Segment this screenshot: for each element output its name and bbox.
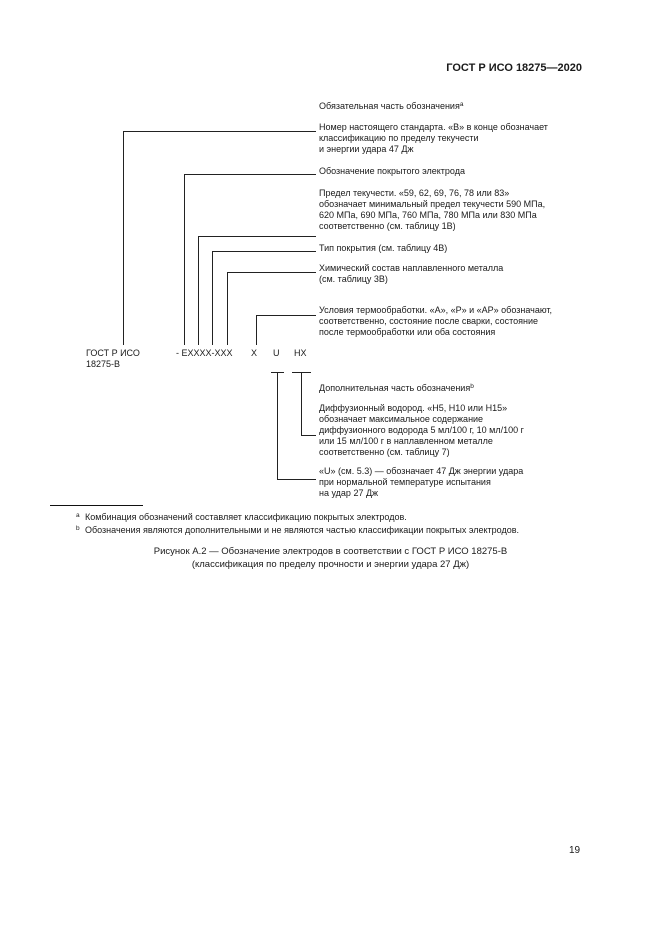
label-standard-number: [319, 122, 548, 155]
connector-u-vertical: [277, 372, 278, 479]
label-line: Номер настоящего стандарта. «B» в конце обозначает: [319, 122, 548, 132]
footnote-a-text: Комбинация обозначений составляет классификацию покрытых электродов.: [85, 512, 407, 522]
label-line: соответственно (см. таблицу 7): [319, 447, 450, 457]
label-line: Условия термообработки. «A», «P» и «AP» обозначают,: [319, 305, 553, 315]
label-heat-treatment: [319, 305, 552, 338]
connector-standard-horizontal: [123, 131, 316, 132]
connector-coating-vertical: [212, 251, 213, 345]
label-coating: Тип покрытия (см. таблицу 4B): [319, 243, 448, 253]
label-line: после термообработки или оба состояния: [319, 327, 496, 337]
footnote-mark-a: a: [459, 101, 464, 108]
footnote-mark-b: b: [470, 383, 474, 390]
footnote-b: [76, 523, 519, 536]
connector-chemistry-vertical: [227, 272, 228, 345]
label-line: и энергии удара 47 Дж: [319, 144, 414, 154]
label-chemistry: [319, 263, 503, 285]
designation-standard-line2: 18275-B: [86, 359, 121, 369]
footnote-b-mark: b: [76, 525, 80, 532]
label-mandatory: [319, 99, 463, 112]
footnote-a-mark: a: [76, 512, 80, 519]
label-line: на удар 27 Дж: [319, 488, 379, 498]
document-header: ГОСТ Р ИСО 18275—2020: [446, 62, 582, 74]
page-number: 19: [569, 845, 581, 856]
figure-caption-line1: Рисунок A.2 — Обозначение электродов в соответствии с ГОСТ Р ИСО 18275-B: [153, 546, 508, 557]
label-hydrogen: [319, 403, 524, 458]
connector-standard-vertical: [123, 131, 124, 345]
connector-hx-horizontal: [301, 435, 316, 436]
label-line: классификацию по пределу текучести: [319, 133, 479, 143]
footnote-b-text: Обозначения являются дополнительными и не являются частью классификации покрытых электродов.: [85, 525, 519, 535]
label-line: Химический состав наплавленного металла: [319, 263, 504, 273]
connector-u-horizontal: [277, 479, 316, 480]
label-mandatory-text: Обязательная часть обозначения: [319, 101, 460, 111]
connector-electrode-horizontal: [184, 174, 316, 175]
label-line: соответственно (см. таблицу 1B): [319, 221, 456, 231]
connector-yield-horizontal: [198, 236, 316, 237]
label-line: Диффузионный водород. «H5, H10 или H15»: [319, 403, 508, 413]
label-line: обозначает максимальное содержание: [319, 414, 484, 424]
connector-electrode-vertical: [184, 174, 185, 345]
label-optional-text: Дополнительная часть обозначения: [319, 383, 471, 393]
label-electrode: Обозначение покрытого электрода: [319, 166, 465, 176]
connector-chemistry-horizontal: [227, 272, 316, 273]
label-line: «U» (см. 5.3) — обозначает 47 Дж энергии удара: [319, 466, 524, 476]
label-optional: [319, 381, 474, 394]
label-impact: [319, 466, 523, 499]
designation-x: X: [251, 348, 258, 358]
label-line: при нормальной температуре испытания: [319, 477, 491, 487]
connector-heat-horizontal: [256, 315, 316, 316]
label-line: Предел текучести. «59, 62, 69, 76, 78 или 83»: [319, 188, 510, 198]
label-line: или 15 мл/100 г в наплавленном металле: [319, 436, 493, 446]
label-line: (см. таблицу 3B): [319, 274, 388, 284]
designation-u: U: [273, 348, 280, 358]
designation-standard: [86, 348, 140, 370]
label-yield: [319, 188, 545, 232]
connector-hx-vertical: [301, 372, 302, 435]
designation-hx: HX: [294, 348, 307, 358]
label-line: обозначает минимальный предел текучести 590 МПа,: [319, 199, 546, 209]
label-line: 620 МПа, 690 МПа, 760 МПа, 780 МПа или 830 МПа: [319, 210, 537, 220]
footnote-a: [76, 510, 407, 523]
designation-standard-line1: ГОСТ Р ИСО: [86, 348, 140, 358]
connector-heat-vertical: [256, 315, 257, 345]
connector-yield-vertical: [198, 236, 199, 345]
designation-code: - EXXXX-XXX: [176, 348, 233, 358]
footnote-separator: [50, 505, 143, 506]
figure-caption-line2: (классификация по пределу прочности и энергии удара 27 Дж): [191, 559, 470, 570]
connector-coating-horizontal: [212, 251, 316, 252]
label-line: диффузионного водорода 5 мл/100 г, 10 мл/100 г: [319, 425, 524, 435]
label-line: соответственно, состояние после сварки, состояние: [319, 316, 539, 326]
